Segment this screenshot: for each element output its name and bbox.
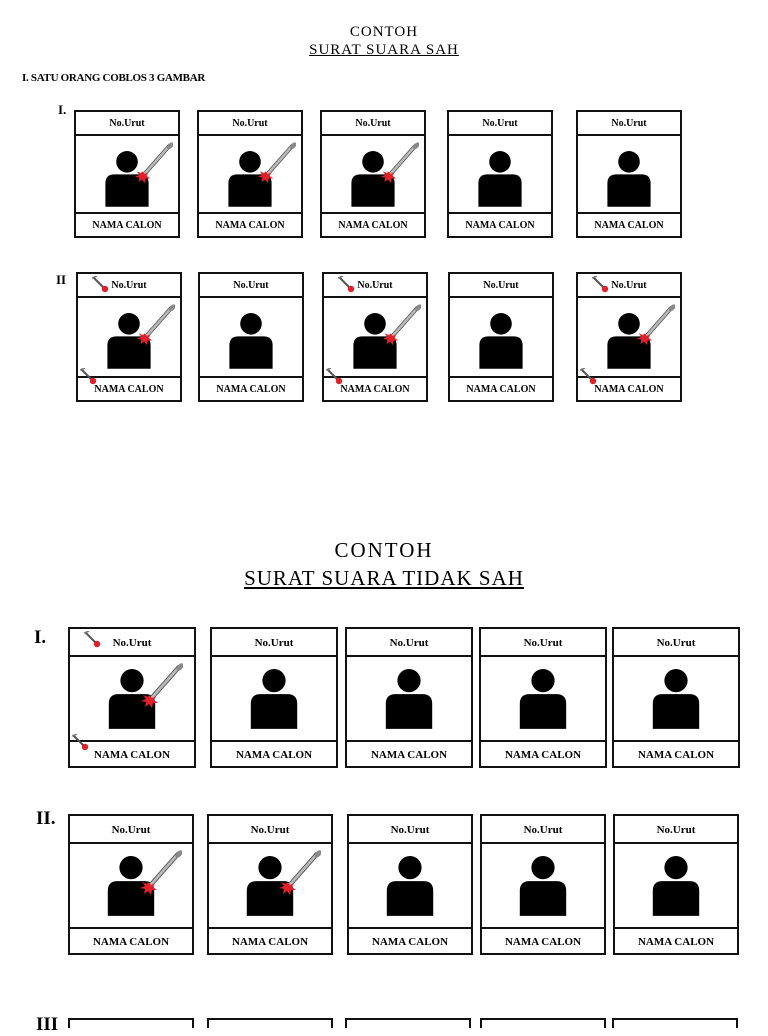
candidate-number-label: No.Urut [322,112,424,136]
ballot-card [612,1018,738,1028]
ballot-card [197,110,303,238]
voting-nail-icon [139,663,183,711]
punch-hole-icon [92,276,112,294]
candidate-name-label: NAMA CALON [449,212,551,236]
voting-nail-icon [135,304,175,348]
ballot-card [345,627,473,768]
ballot-card [613,814,739,955]
voting-nail-icon [133,142,173,186]
person-silhouette-icon [514,854,572,916]
candidate-number-label: No.Urut [449,112,551,136]
voting-nail-icon [256,142,296,186]
ballot-card [198,272,304,402]
ballot-card [68,627,196,768]
ballot-card [347,814,473,955]
ballot-card [322,272,428,402]
person-silhouette-icon [473,148,527,208]
candidate-number-label: No.Urut [199,112,301,136]
candidate-number-label: No.Urut [78,274,180,298]
candidate-number-label: No.Urut [324,274,426,298]
candidate-number-label: No.Urut [578,274,680,298]
invalid-ballot-subtitle: SURAT SUARA TIDAK SAH [244,566,524,590]
person-silhouette-icon [647,854,705,916]
ballot-card [479,627,607,768]
ballot-card [576,110,682,238]
punch-hole-icon [580,368,600,386]
candidate-number-label: No.Urut [578,112,680,136]
ballot-card [345,1018,471,1028]
candidate-number-label: No.Urut [347,629,471,657]
candidate-name-label: NAMA CALON [78,376,180,400]
person-silhouette-icon [224,310,278,370]
candidate-name-label: NAMA CALON [347,740,471,766]
row-label: I. [34,627,47,648]
candidate-number-label: No.Urut [70,816,192,844]
candidate-number-label: No.Urut [349,816,471,844]
candidate-name-label: NAMA CALON [199,212,301,236]
ballot-card [576,272,682,402]
candidate-number-label: No.Urut [450,274,552,298]
ballot-card [210,627,338,768]
ballot-card [447,110,553,238]
person-silhouette-icon [647,667,705,729]
punch-hole-icon [72,734,92,752]
ballot-card [207,814,333,955]
candidate-number-label: No.Urut [212,629,336,657]
candidate-name-label: NAMA CALON [614,740,738,766]
candidate-number-label: No.Urut [615,816,737,844]
punch-hole-icon [592,276,612,294]
row-label: I. [58,102,67,117]
person-silhouette-icon [514,667,572,729]
ballot-card [68,814,194,955]
row-label: II. [36,808,56,829]
ballot-card [207,1018,333,1028]
candidate-name-label: NAMA CALON [212,740,336,766]
ballot-card [480,814,606,955]
ballot-card [612,627,740,768]
voting-nail-icon [381,304,421,348]
ballot-card [68,1018,194,1028]
candidate-name-label: NAMA CALON [450,376,552,400]
candidate-name-label: NAMA CALON [578,212,680,236]
ballot-card [480,1018,606,1028]
punch-hole-icon [338,276,358,294]
candidate-name-label: NAMA CALON [209,927,331,953]
valid-ballot-subtitle: SURAT SUARA SAH [309,42,459,58]
candidate-name-label: NAMA CALON [482,927,604,953]
candidate-number-label: No.Urut [481,629,605,657]
row-label: II [56,272,67,287]
person-silhouette-icon [381,854,439,916]
candidate-number-label: No.Urut [76,112,178,136]
candidate-number-label: No.Urut [614,629,738,657]
voting-nail-icon [379,142,419,186]
ballot-card [74,110,180,238]
candidate-name-label: NAMA CALON [76,212,178,236]
punch-hole-icon [80,368,100,386]
person-silhouette-icon [245,667,303,729]
person-silhouette-icon [602,148,656,208]
voting-nail-icon [635,304,675,348]
row-label: III [36,1014,59,1035]
person-silhouette-icon [380,667,438,729]
candidate-number-label: No.Urut [200,274,302,298]
candidate-name-label: NAMA CALON [615,927,737,953]
voting-nail-icon [138,850,182,898]
candidate-name-label: NAMA CALON [349,927,471,953]
invalid-ballot-title: CONTOH [334,538,434,562]
candidate-name-label: NAMA CALON [578,376,680,400]
candidate-number-label: No.Urut [482,816,604,844]
candidate-number-label: No.Urut [209,816,331,844]
candidate-number-label: No.Urut [70,629,194,657]
punch-hole-icon [84,631,104,649]
section-heading: I. SATU ORANG COBLOS 3 GAMBAR [22,72,206,84]
ballot-card [76,272,182,402]
candidate-name-label: NAMA CALON [481,740,605,766]
punch-hole-icon [326,368,346,386]
candidate-name-label: NAMA CALON [324,376,426,400]
candidate-name-label: NAMA CALON [70,927,192,953]
ballot-card [320,110,426,238]
ballot-card [448,272,554,402]
candidate-name-label: NAMA CALON [200,376,302,400]
candidate-name-label: NAMA CALON [322,212,424,236]
candidate-name-label: NAMA CALON [70,740,194,766]
voting-nail-icon [277,850,321,898]
valid-ballot-title: CONTOH [349,24,419,40]
person-silhouette-icon [474,310,528,370]
